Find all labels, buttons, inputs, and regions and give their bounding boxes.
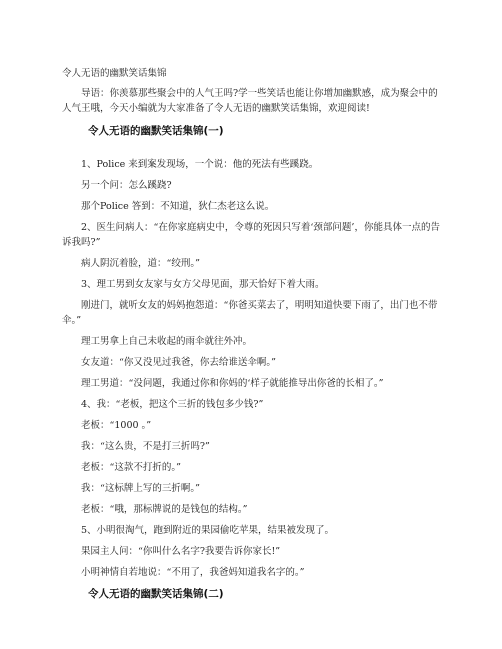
paragraph: 另一个问：怎么蹊跷? (81, 180, 172, 191)
paragraph: 老板：“哦，那标牌说的是钱包的结构。” (81, 504, 248, 515)
paragraph: 那个Police 答到：不知道，狄仁杰老这么说。 (81, 201, 275, 212)
paragraph: 女友道：“你又没见过我爸，你去给谁送伞啊。” (81, 357, 276, 368)
paragraph: 果园主人问：“你叫什么名字?我要告诉你家长!” (81, 546, 281, 557)
paragraph: 刚进门，就听女友的妈妈抱怨道：“你爸买菜去了，明明知道快要下雨了，出门也不带伞。” (62, 300, 438, 326)
paragraph: 我：“这标牌上写的三折啊。” (81, 483, 200, 494)
paragraph: 病人阴沉着脸，道：“绞刑。” (81, 258, 200, 269)
paragraph: 4、我：“老板，把这个三折的钱包多少钱?” (81, 399, 264, 410)
paragraph: 3、理工男到女友家与女方父母见面，那天恰好下着大雨。 (81, 279, 325, 290)
paragraph: 小明神情自若地说：“不用了，我爸妈知道我名字的。” (81, 567, 305, 578)
paragraph: 理工男道：“没问题，我通过你和你妈的‘样子就能推导出你爸的长相了。” (81, 378, 384, 389)
paragraph: 我：“这么贵，不是打三折吗?” (81, 441, 210, 452)
paragraph: 1、Police 来到案发现场，一个说：他的死法有些蹊跷。 (81, 159, 319, 170)
paragraph: 老板：“1000 。” (81, 420, 152, 431)
paragraph: 老板：“这款不打折的。” (81, 462, 181, 473)
document-title: 令人无语的幽默笑话集锦 (62, 68, 167, 79)
section-heading-1: 令人无语的幽默笑话集锦(一) (88, 125, 224, 137)
paragraph: 2、医生问病人：“在你家庭病史中，令尊的死因只写着‘颈部问题’，你能具体一点的告诉我吗?” (62, 222, 440, 248)
paragraph: 5、小明很淘气，跑到附近的果园偷吃苹果，结果被发现了。 (81, 525, 335, 536)
section-heading-2: 令人无语的幽默笑话集锦(二) (88, 588, 224, 600)
intro-paragraph: 导语：你羡慕那些聚会中的人气王吗?学一些笑话也能让你增加幽默感，成为聚会中的人气王哦，今天小编就为大家准备了令人无语的幽默笑话集锦，欢迎阅读! (62, 88, 438, 114)
paragraph: 理工男拿上自己未收起的雨伞就往外冲。 (81, 336, 253, 347)
